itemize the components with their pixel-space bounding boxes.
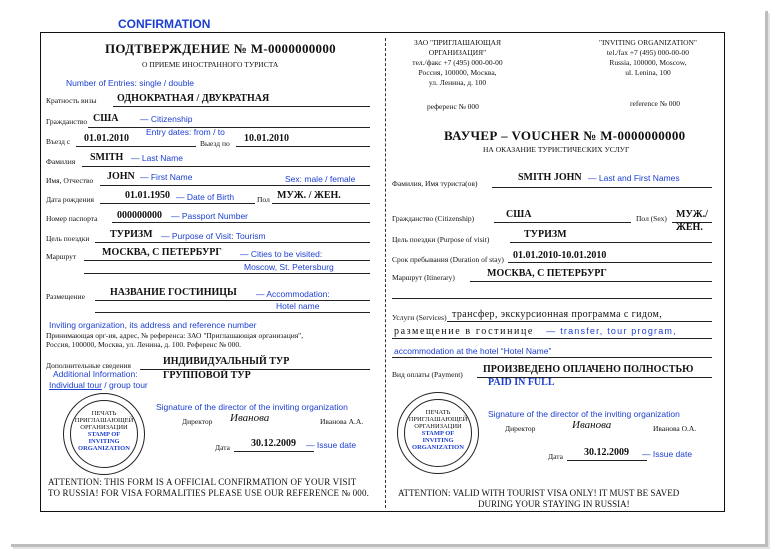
stamp-line: ПЕЧАТЬ bbox=[425, 409, 451, 416]
surname-value: SMITH bbox=[90, 152, 124, 163]
v-purpose-underline bbox=[510, 242, 712, 243]
right-signature: Иванова bbox=[572, 419, 612, 431]
right-attention-2: DURING YOUR STAYING IN RUSSIA! bbox=[478, 499, 630, 509]
passport-label: Номер паспорта bbox=[46, 214, 98, 223]
stamp-line: INVITING bbox=[422, 437, 454, 444]
stay-underline bbox=[508, 262, 712, 263]
services-line-2-en: — transfer, tour program, bbox=[546, 326, 677, 336]
services-value: трансфер, экскурсионная программа с гидом, bbox=[452, 309, 663, 320]
entry-dates-hint: Entry dates: from / to bbox=[146, 127, 225, 137]
name-hint: — First Name bbox=[140, 172, 193, 182]
stamp-line: STAMP OF bbox=[421, 430, 455, 437]
ref-en: reference № 000 bbox=[630, 99, 681, 108]
right-attention-1: ATTENTION: VALID WITH TOURIST VISA ONLY! IT MUST BE SAVED bbox=[398, 488, 680, 498]
right-signature-hint: Signature of the director of the inviting organization bbox=[488, 409, 680, 419]
left-date-hint: — Issue date bbox=[306, 440, 357, 450]
v-route-label: Маршрут (Itinerary) bbox=[392, 273, 455, 282]
tourist-value: SMITH JOHN bbox=[518, 172, 582, 183]
left-stamp bbox=[63, 393, 145, 475]
tourist-underline bbox=[492, 187, 712, 188]
route-underline bbox=[84, 260, 370, 261]
stay-value: 01.01.2010-10.01.2010 bbox=[513, 250, 607, 261]
services-line-2 bbox=[394, 326, 677, 337]
route-hint-2: Moscow, St. Petersburg bbox=[244, 262, 334, 272]
citizen-hint: — Citizenship bbox=[140, 114, 193, 124]
citizen-value: США bbox=[93, 113, 119, 124]
stamp-line: ORGANIZATION bbox=[78, 445, 130, 452]
dob-value: 01.01.1950 bbox=[125, 190, 170, 201]
org-ru-line: Россия, 100000, Москва, bbox=[418, 68, 497, 77]
services-underline-3 bbox=[392, 357, 712, 358]
surname-label: Фамилия bbox=[46, 157, 76, 166]
passport-underline bbox=[112, 222, 370, 223]
inviting-line-2: Россия, 100000, Москва, ул. Ленина, д. 100. Референс № 000. bbox=[46, 340, 242, 349]
services-line-3: accommodation at the hotel “Hotel Name” bbox=[394, 346, 552, 356]
services-underline bbox=[447, 321, 712, 322]
addinfo-hint-2-rest: / group tour bbox=[101, 380, 148, 390]
right-date-hint: — Issue date bbox=[642, 449, 693, 459]
name-underline bbox=[100, 185, 370, 186]
accom-hint: — Accommodation: bbox=[256, 289, 330, 299]
dob-hint: — Date of Birth bbox=[176, 192, 235, 202]
visa-label: Кратность визы bbox=[46, 96, 97, 105]
payment-label: Вид оплаты (Payment) bbox=[392, 370, 463, 379]
route-label: Маршрут bbox=[46, 252, 77, 261]
left-signature: Иванова bbox=[230, 412, 270, 424]
stamp-line: STAMP OF bbox=[87, 431, 121, 438]
addinfo-hint-2 bbox=[49, 380, 148, 390]
org-ru-line: ул. Ленина, д. 100 bbox=[428, 78, 487, 87]
entry-label: Въезд с bbox=[46, 137, 71, 146]
left-attention-2: TO RUSSIA! FOR VISA FORMALITIES PLEASE USE OUR REFERENCE № 000. bbox=[48, 488, 369, 498]
inviting-hint: Inviting organization, its address and reference number bbox=[49, 320, 257, 330]
left-director-name: Иванова А.А. bbox=[320, 417, 364, 426]
org-en-line: Russia, 100000, Moscow, bbox=[609, 58, 687, 67]
citizen-label: Гражданство bbox=[46, 117, 88, 126]
stay-label: Срок пребывания (Duration of stay) bbox=[392, 255, 504, 264]
voucher-title: ВАУЧЕР – VOUCHER № М-0000000000 bbox=[444, 128, 686, 143]
surname-hint: — Last Name bbox=[131, 153, 183, 163]
visa-value: ОДНОКРАТНАЯ / ДВУКРАТНАЯ bbox=[117, 93, 270, 104]
left-attention-1: ATTENTION: THIS FORM IS A OFFICIAL CONFIRMATION OF YOUR VISIT bbox=[48, 477, 357, 487]
name-value: JOHN bbox=[107, 171, 135, 182]
accom-hint-2: Hotel name bbox=[276, 301, 320, 311]
accom-underline bbox=[95, 300, 370, 301]
route-value: МОСКВА, С ПЕТЕРБУРГ bbox=[102, 247, 222, 258]
tourist-label: Фамилия, Имя туриста(ов) bbox=[392, 179, 478, 188]
purpose-value: ТУРИЗМ bbox=[110, 229, 153, 240]
addinfo-value-2: ГРУППОВОЙ ТУР bbox=[163, 370, 251, 381]
route-hint: — Cities to be visited: bbox=[240, 249, 323, 259]
v-sex-label: Пол (Sex) bbox=[636, 214, 667, 223]
left-stamp-text bbox=[64, 410, 144, 452]
confirmation-heading: CONFIRMATION bbox=[118, 17, 211, 31]
accom-value: НАЗВАНИЕ ГОСТИНИЦЫ bbox=[110, 287, 237, 298]
v-citizen-label: Гражданство (Citizenship) bbox=[392, 214, 475, 223]
v-purpose-value: ТУРИЗМ bbox=[524, 229, 567, 240]
v-citizen-value: США bbox=[506, 209, 532, 220]
stamp-line: INVITING bbox=[88, 438, 120, 445]
stamp-line: ОРГАНИЗАЦИИ bbox=[80, 424, 128, 431]
ref-ru: референс № 000 bbox=[427, 102, 479, 111]
purpose-underline bbox=[95, 242, 370, 243]
payment-value: ПРОИЗВЕДЕНО ОПЛАЧЕНО ПОЛНОСТЬЮ bbox=[483, 364, 694, 375]
accom-underline-2 bbox=[95, 312, 370, 313]
route-underline-2 bbox=[84, 273, 370, 274]
stamp-line: ORGANIZATION bbox=[412, 444, 464, 451]
addinfo-hint-2-selected: Individual tour bbox=[49, 380, 102, 390]
entry-to-underline bbox=[236, 146, 370, 147]
stamp-line: ПРИГЛАШАЮЩЕЙ bbox=[408, 416, 468, 423]
left-director-label: Директор bbox=[182, 417, 213, 426]
purpose-label: Цель поездки bbox=[46, 234, 90, 243]
v-sex-value-2: ЖЕН. bbox=[676, 222, 703, 233]
citizen-underline bbox=[88, 127, 370, 128]
right-director-name: Иванова О.А. bbox=[653, 424, 697, 433]
org-ru-line: тел./факс +7 (495) 000-00-00 bbox=[412, 58, 503, 67]
addinfo-hint: Additional Information: bbox=[53, 369, 138, 379]
tourist-hint: — Last and First Names bbox=[588, 173, 680, 183]
exit-label: Выезд по bbox=[200, 139, 230, 148]
sex-label: Пол bbox=[257, 195, 270, 204]
v-citizen-underline bbox=[494, 222, 631, 223]
passport-hint: — Passport Number bbox=[171, 211, 248, 221]
tear-line bbox=[385, 38, 386, 508]
sex-hint: Sex: male / female bbox=[285, 174, 356, 184]
dob-label: Дата рождения bbox=[46, 195, 94, 204]
stamp-line: ПРИГЛАШАЮЩЕЙ bbox=[74, 417, 134, 424]
right-date-label: Дата bbox=[548, 452, 563, 461]
right-date-value: 30.12.2009 bbox=[584, 447, 629, 458]
confirmation-title: ПОДТВЕРЖДЕНИЕ № М-0000000000 bbox=[105, 41, 336, 56]
accom-label: Размещение bbox=[46, 292, 85, 301]
v-purpose-label: Цель поездки (Purpose of visit) bbox=[392, 235, 490, 244]
v-route-underline-2 bbox=[392, 298, 712, 299]
dob-underline bbox=[100, 203, 255, 204]
org-ru-line: ЗАО "ПРИГЛАШАЮЩАЯ bbox=[413, 38, 502, 47]
voucher-subtitle: НА ОКАЗАНИЕ ТУРИСТИЧЕСКИХ УСЛУГ bbox=[483, 145, 630, 154]
passport-value: 000000000 bbox=[117, 210, 162, 221]
v-sex-value-1: МУЖ./ bbox=[676, 209, 708, 220]
org-ru-block bbox=[400, 38, 515, 88]
entry-to-value: 10.01.2010 bbox=[244, 133, 289, 144]
sex-underline bbox=[272, 203, 370, 204]
org-en-line: tel./fax +7 (495) 000-00-00 bbox=[606, 48, 690, 57]
services-underline-2 bbox=[392, 338, 712, 339]
entry-from-value: 01.01.2010 bbox=[84, 133, 129, 144]
right-stamp-text bbox=[398, 409, 478, 451]
org-ru-line: ОРГАНИЗАЦИЯ" bbox=[428, 48, 487, 57]
org-en-line: "INVITING ORGANIZATION" bbox=[599, 38, 697, 47]
addinfo-value: ИНДИВИДУАЛЬНЫЙ ТУР bbox=[163, 356, 290, 367]
stamp-line: ПЕЧАТЬ bbox=[91, 410, 117, 417]
left-date-value: 30.12.2009 bbox=[251, 438, 296, 449]
v-route-underline bbox=[470, 281, 712, 282]
confirmation-subtitle: О ПРИЕМЕ ИНОСТРАННОГО ТУРИСТА bbox=[142, 60, 279, 69]
left-signature-hint: Signature of the director of the inviting organization bbox=[156, 402, 348, 412]
payment-hint: PAID IN FULL bbox=[488, 377, 555, 388]
v-route-value: МОСКВА, С ПЕТЕРБУРГ bbox=[487, 268, 607, 279]
visa-underline bbox=[113, 106, 370, 107]
entries-hint: Number of Entries: single / double bbox=[66, 78, 195, 88]
name-label: Имя, Отчество bbox=[46, 176, 94, 185]
surname-underline bbox=[82, 166, 370, 167]
stamp-line: ОРГАНИЗАЦИИ bbox=[414, 423, 462, 430]
inviting-line-1: Принимающая орг-ия, адрес, № референса: ЗАО "Приглашающая организация", bbox=[46, 331, 304, 340]
services-line-2-ru: размещение в гостинице bbox=[394, 326, 534, 337]
addinfo-label: Дополнительные сведения bbox=[46, 361, 132, 370]
services-label: Услуги (Services) bbox=[392, 313, 447, 322]
right-director-label: Директор bbox=[505, 424, 536, 433]
right-stamp bbox=[397, 392, 479, 474]
left-date-underline bbox=[234, 451, 314, 452]
right-date-underline bbox=[567, 460, 647, 461]
entry-from-underline bbox=[76, 146, 196, 147]
org-en-block bbox=[588, 38, 708, 78]
purpose-hint: — Purpose of Visit: Tourism bbox=[161, 231, 266, 241]
left-date-label: Дата bbox=[215, 443, 230, 452]
org-en-line: ul. Lenina, 100 bbox=[625, 68, 671, 77]
sex-value: МУЖ. / ЖЕН. bbox=[277, 190, 341, 201]
